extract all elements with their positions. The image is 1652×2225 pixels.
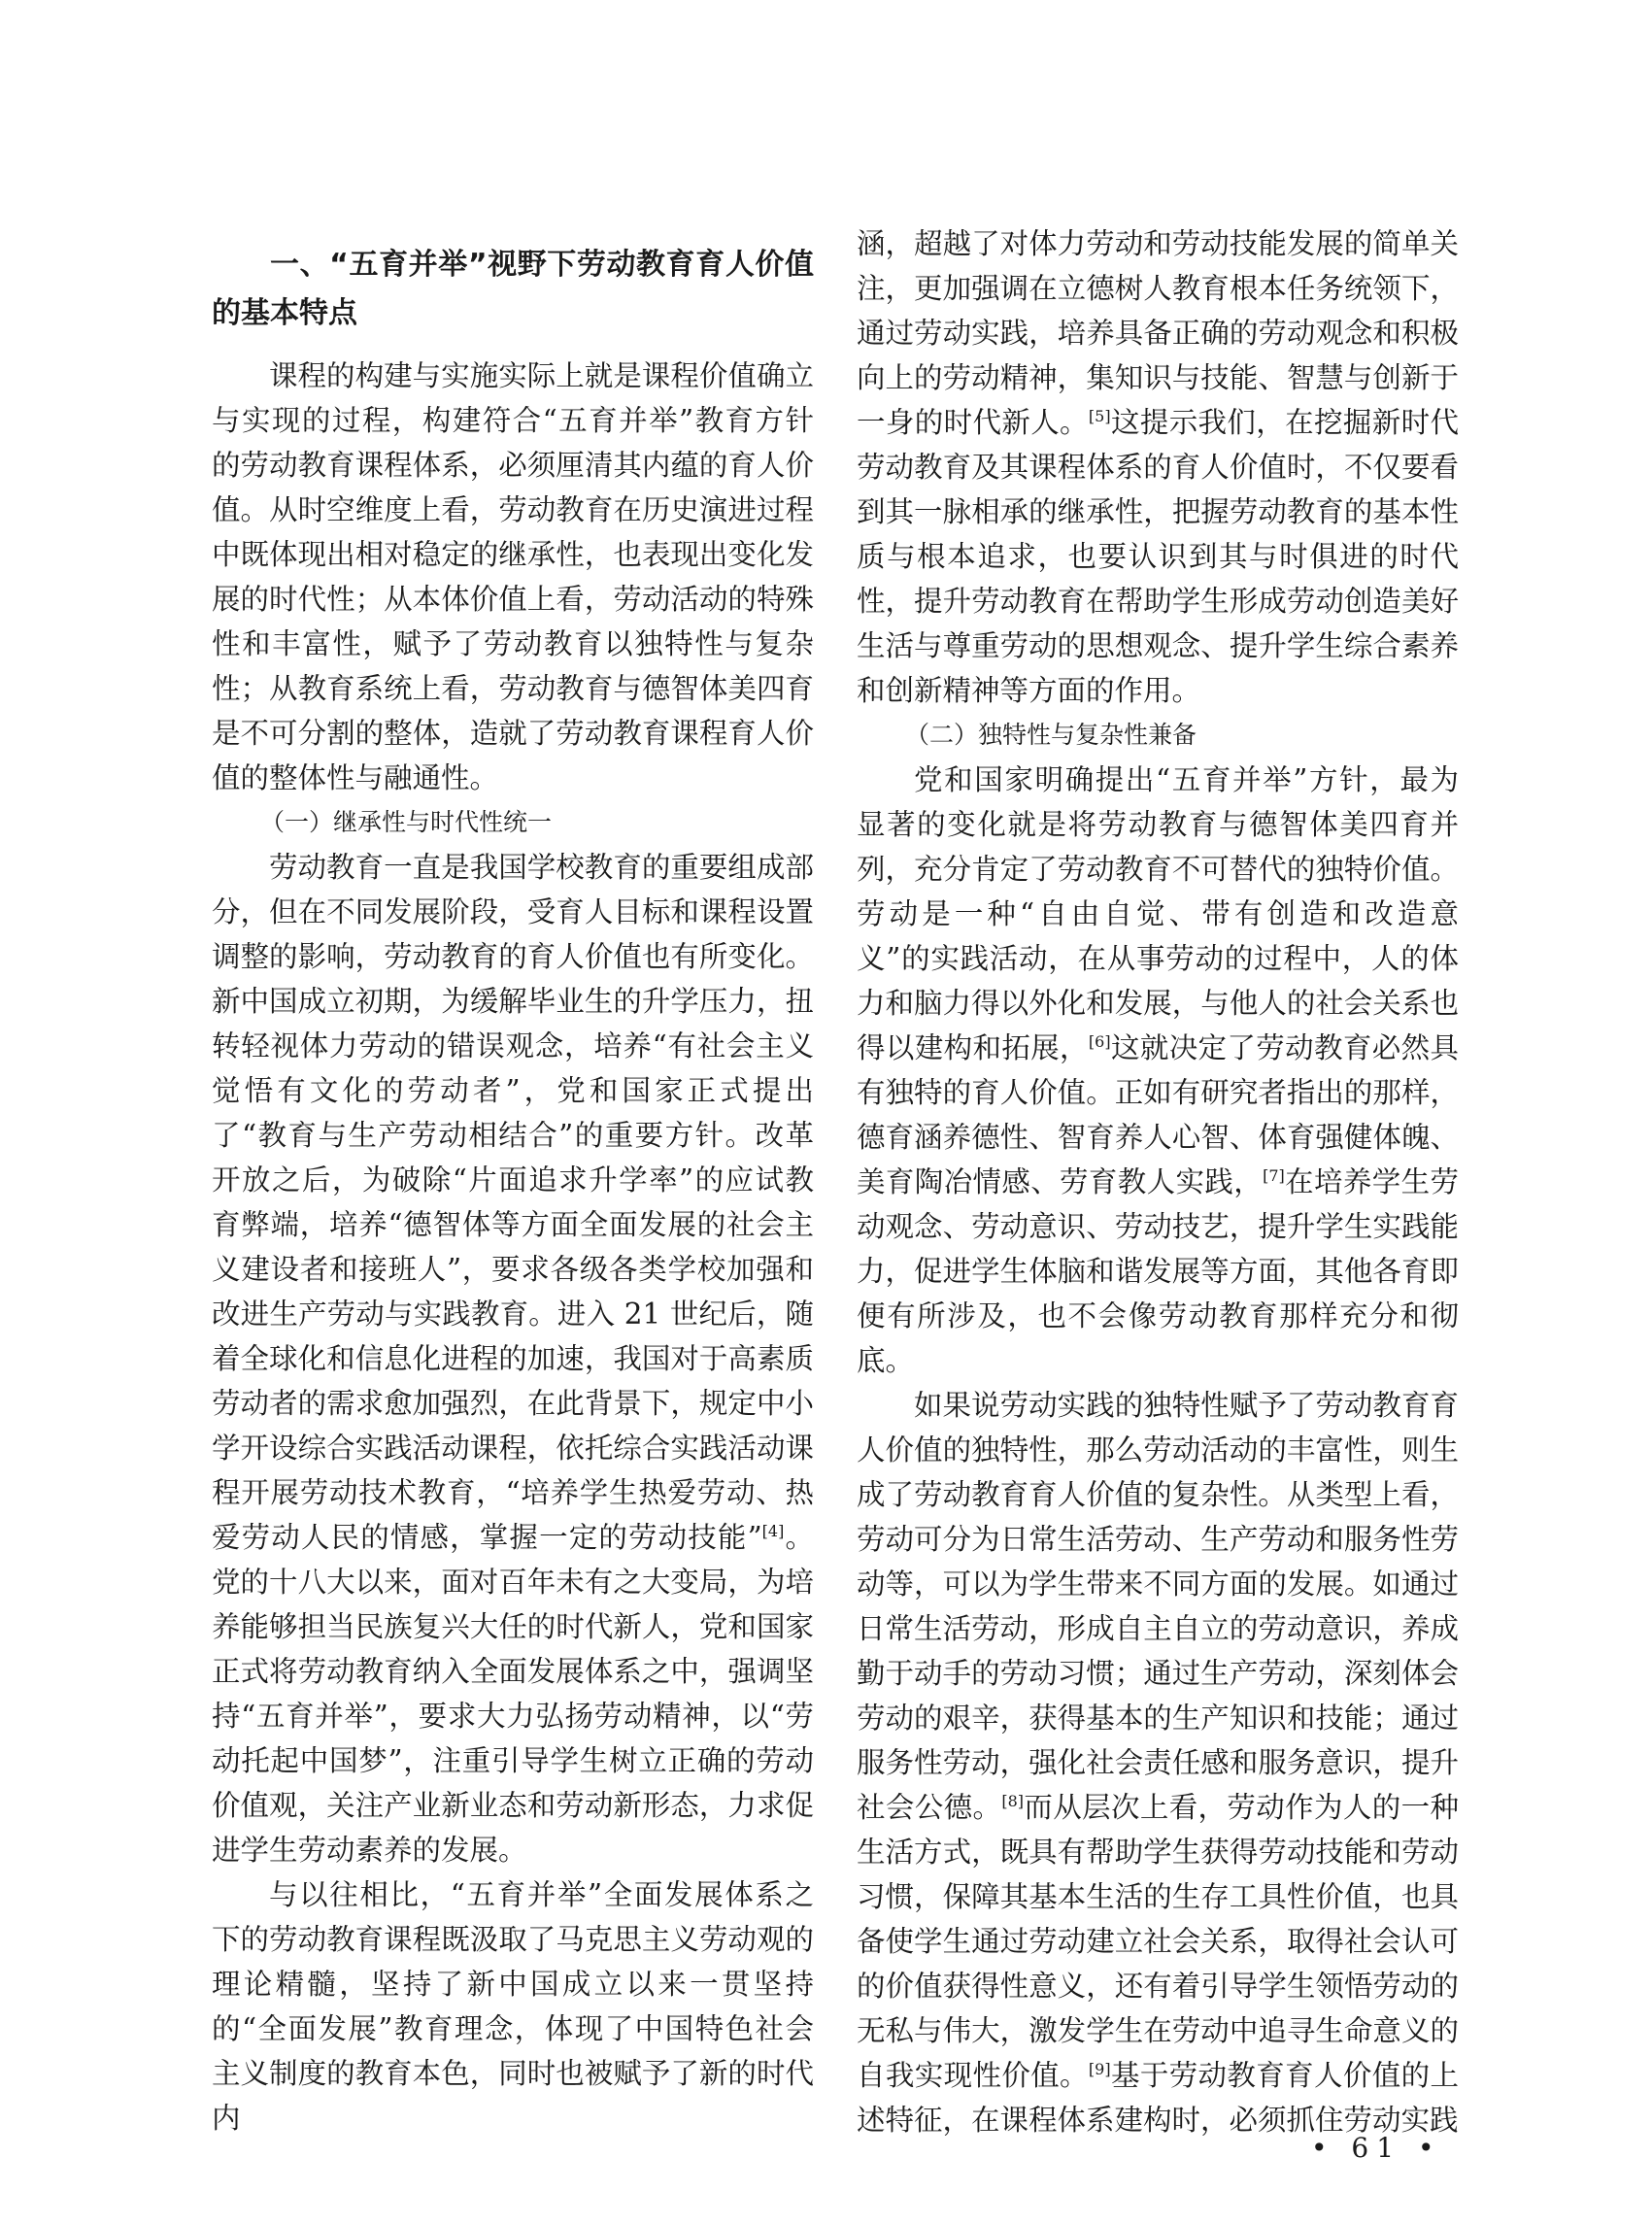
citation-8: [8] (1001, 1791, 1024, 1810)
paragraph-complexity-text-a: 如果说劳动实践的独特性赋予了劳动教育育人价值的独特性，那么劳动活动的丰富性，则生成了劳动教育育人价值的复杂性。从类型上看，劳动可分为日常生活劳动、生产劳动和服务性劳动等，可以为学生带来不同方面的发展。如通过日常生活劳动，形成自主自立的劳动意识，养成勤于动手的劳动习惯；通过生产劳动，深刻体会劳动的艰辛，获得基本的生产知识和技能；通过服务性劳动，强化社会责任感和服务意识，提升社会公德。 (857, 1389, 1459, 1824)
paragraph-uniqueness-text-c: 在培养学生劳动观念、劳动意识、劳动技艺，提升学生实践能力，促进学生体脑和谐发展等方面，其他各育即便有所涉及，也不会像劳动教育那样充分和彻底。 (857, 1165, 1459, 1377)
subheading-continuity: （一）继承性与时代性统一 (260, 808, 553, 836)
citation-7: [7] (1263, 1165, 1285, 1185)
paragraph-history-text-a: 劳动教育一直是我国学校教育的重要组成部分，但在不同发展阶段，受育人目标和课程设置调整的影响，劳动教育的育人价值也有所变化。新中国成立初期，为缓解毕业生的升学压力，扭转轻视体力劳动的错误观念，培养“有社会主义觉悟有文化的劳动者”，党和国家正式提出了“教育与生产劳动相结合”的重要方针。改革开放之后，为破除“片面追求升学率”的应试教育弊端，培养“德智体等方面全面发展的社会主义建设者和接班人”，要求各级各类学校加强和改进生产劳动与实践教育。进入 21 世纪后，随着全球化和信息化进程的加速，我国对于高素质劳动者的需求愈加强烈，在此背景下，规定中小学开设综合实践活动课程，依托综合实践活动课程开展劳动技术教育，“培养学生热爱劳动、热爱劳动人民的情感，掌握一定的劳动技能” (212, 851, 814, 1554)
paragraph-continuation (857, 221, 1459, 713)
intro-paragraph: 课程的构建与实施实际上就是课程价值确立与实现的过程，构建符合“五育并举”教育方针的劳动教育课程体系，必须厘清其内蕴的育人价值。从时空维度上看，劳动教育在历史演进过程中既体现出相对稳定的继承性，也表现出变化发展的时代性；从本体价值上看，劳动活动的特殊性和丰富性，赋予了劳动教育以独特性与复杂性；从教育系统上看，劳动教育与德智体美四育是不可分割的整体，造就了劳动教育课程育人价值的整体性与融通性。 (212, 359, 814, 794)
paragraph-history (212, 845, 814, 1872)
paragraph-comparison: 与以往相比，“五育并举”全面发展体系之下的劳动教育课程既汲取了马克思主义劳动观的理论精髓，坚持了新中国成立以来一贯坚持的“全面发展”教育理念，体现了中国特色社会主义制度的教育本色，同时也被赋予了新的时代内 (212, 1878, 814, 2135)
section-heading: 一、“五育并举”视野下劳动教育育人价值的基本特点 (212, 248, 814, 330)
paragraph-uniqueness-text-a: 党和国家明确提出“五育并举”方针，最为显著的变化就是将劳动教育与德智体美四育并列，充分肯定了劳动教育不可替代的独特价值。劳动是一种“自由自觉、带有创造和改造意义”的实践活动，在从事劳动的过程中，人的体力和脑力得以外化和发展，与他人的社会关系也得以建构和拓展， (857, 763, 1459, 1064)
right-column (857, 221, 1459, 2142)
citation-9: [9] (1088, 2059, 1111, 2078)
paragraph-complexity-text-c: 基于劳动教育育人价值的上述特征，在课程体系建构时，必须抓住劳动实践 (857, 2059, 1459, 2137)
paragraph-uniqueness (857, 758, 1459, 1383)
paragraph-complexity-text-b: 而从层次上看，劳动作为人的一种生活方式，既具有帮助学生获得劳动技能和劳动习惯，保障其基本生活的生存工具性价值，也具备使学生通过劳动建立社会关系，取得社会认可的价值获得性意义，还有着引导学生领悟劳动的无私与伟大，激发学生在劳动中追寻生命意义的自我实现性价值。 (857, 1791, 1459, 2092)
subheading-uniqueness: （二）独特性与复杂性兼备 (905, 721, 1197, 749)
paragraph-complexity (857, 1383, 1459, 2142)
paragraph-continuation-text-b: 这提示我们，在挖掘新时代劳动教育及其课程体系的育人价值时，不仅要看到其一脉相承的继承性，把握劳动教育的基本性质与根本追求，也要认识到其与时俱进的时代性，提升劳动教育在帮助学生形成劳动创造美好生活与尊重劳动的思想观念、提升学生综合素养和创新精神等方面的作用。 (857, 406, 1459, 707)
citation-6: [6] (1088, 1031, 1111, 1051)
paragraph-continuation-text-a: 涵，超越了对体力劳动和劳动技能发展的简单关注，更加强调在立德树人教育根本任务统领下，通过劳动实践，培养具备正确的劳动观念和积极向上的劳动精神，集知识与技能、智慧与创新于一身的时代新人。 (857, 227, 1459, 439)
paragraph-uniqueness-text-b: 这就决定了劳动教育必然具有独特的育人价值。正如有研究者指出的那样，德育涵养德性、智育养人心智、体育强健体魄、美育陶冶情感、劳育教人实践， (857, 1031, 1459, 1198)
citation-5: [5] (1088, 406, 1111, 425)
citation-4: [4] (761, 1521, 785, 1540)
page-number: • 61 • (1311, 2132, 1442, 2164)
left-column (212, 241, 814, 2141)
paragraph-history-text-b: 。党的十八大以来，面对百年未有之大变局，为培养能够担当民族复兴大任的时代新人，党和国家正式将劳动教育纳入全面发展体系之中，强调坚持“五育并举”，要求大力弘扬劳动精神，以“劳动托起中国梦”，注重引导学生树立正确的劳动价值观，关注产业新业态和劳动新形态，力求促进学生劳动素养的发展。 (212, 1521, 814, 1867)
